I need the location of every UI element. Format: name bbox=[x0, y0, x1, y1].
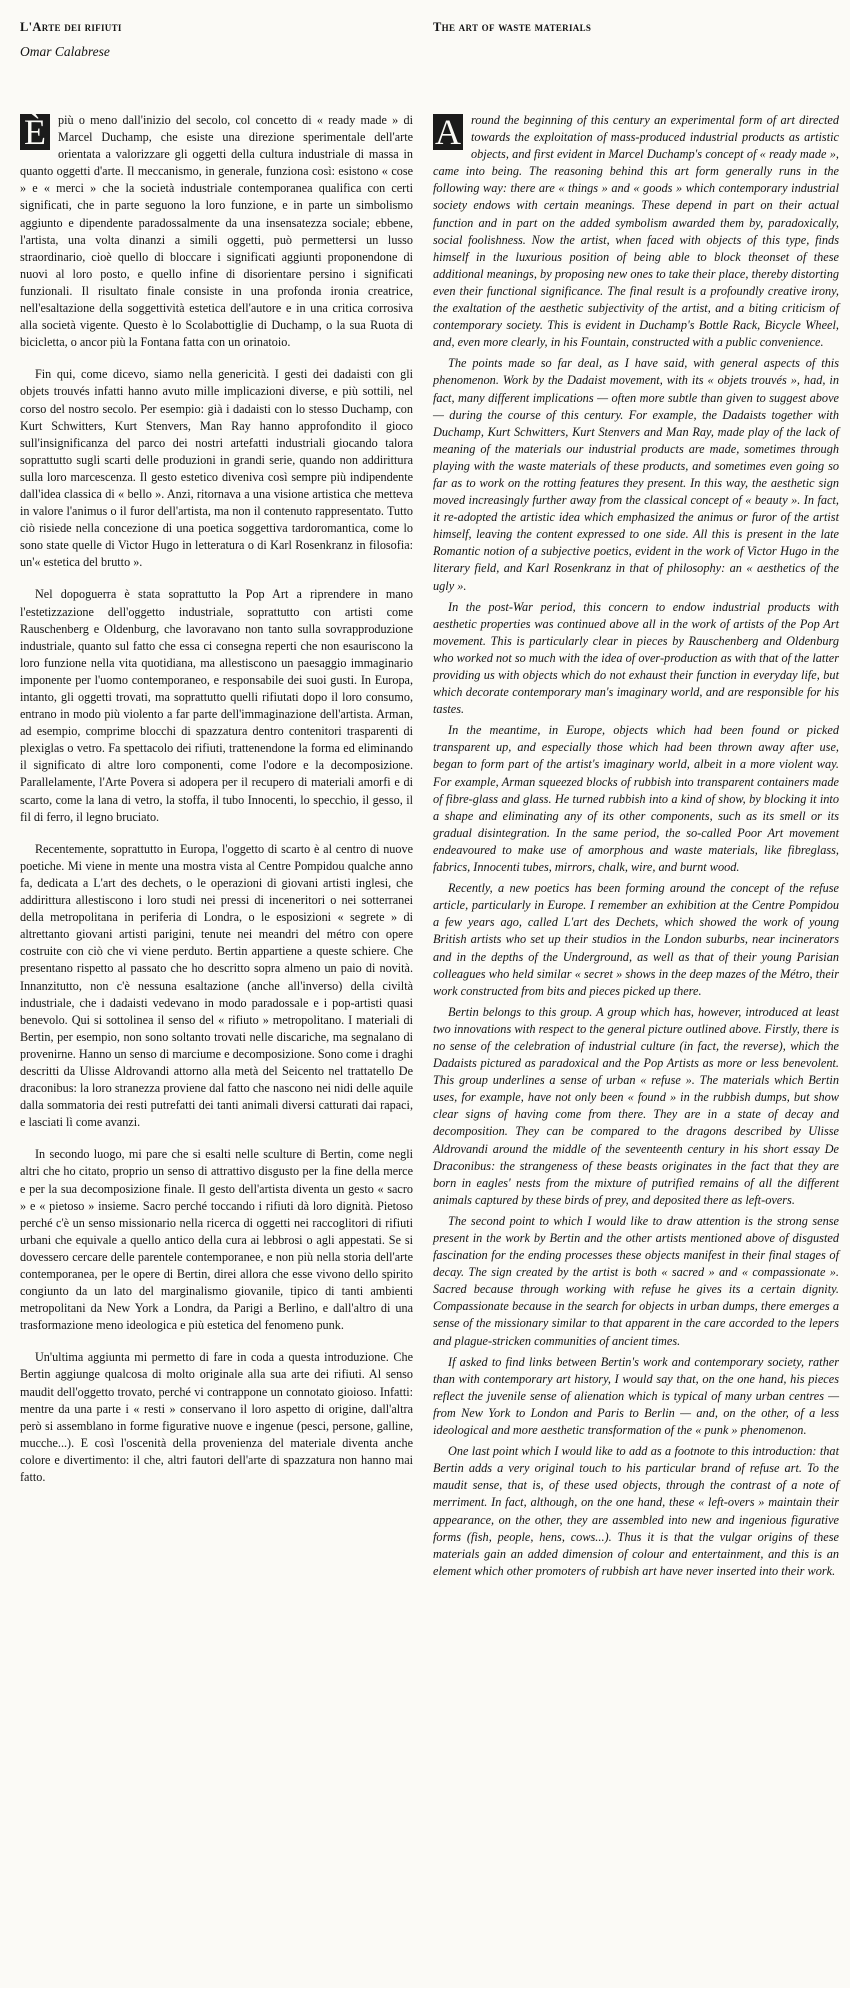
paragraph bbox=[20, 112, 413, 351]
paragraph: In the meantime, in Europe, objects which had been found or picked transparent up, and especially those which had been thrown away after use, began to form part of the artist's imaginary world, albeit in a more violent way. For example, Arman squeezed blocks of rubbish into transparent containers made of fibre-glass and glass. He turned rubbish into a kind of show, by blocking it into a shape and eliminating any of its other components, such as its smell or its gradual disintegration. In the same period, the so-called Poor Art movement endeavoured to make use of amorphous and waste materials, like fibreglass, fabrics, Innocenti tubes, mirrors, chalk, wire, and burnt wood. bbox=[433, 723, 839, 875]
running-head-italian: L'Arte dei rifiuti bbox=[20, 20, 122, 34]
running-head-english: The art of waste materials bbox=[433, 20, 592, 34]
drop-cap: È bbox=[20, 114, 50, 150]
paragraph: The second point to which I would like to draw attention is the strong sense present in the work by Bertin and the other artists mentioned above of disgusted fascination for the ending processes these objects manifest in their final stages of decay. The sign created by the artist is both « sacred » and « compassionate ». Sacred because through working with refuse he gives its a certain dignity. Compassionate because in the search for objects in urban dumps, there emerges a sense of the missionary similar to that apparent in the care accorded to the lepers and plague-stricken communities of ancient times. bbox=[433, 1213, 839, 1348]
paragraph: In the post-War period, this concern to endow industrial products with aesthetic properties was continued above all in the work of artists of the Pop Art movement. This is particularly clear in pieces by Rauschenberg and Oldenburg who worked not so much with the idea of over-production as with that of the latter providing us with objects which do not exhaust their function in everyday life, but which decorate contemporary man's imaginary world, and are responsible for his tastes. bbox=[433, 599, 839, 717]
paragraph: Recently, a new poetics has been forming around the concept of the refuse article, particularly in Europe. I remember an exhibition at the Centre Pompidou a few years ago, called L'art des Dechets, which showed the work of young British artists who set up their studios in the London suburbs, near incinerators and in the depths of the Underground, as well as that of their young Parisian colleagues who held similar « secret » shows in the deep mazes of the Métro, their work constructed from bits and pieces picked up there. bbox=[433, 881, 839, 998]
paragraph: In secondo luogo, mi pare che si esalti nelle sculture di Bertin, come negli altri che ho citato, proprio un senso di attrattivo disgusto per la fine della merce e per la sua decomposizione finale. Il gesto dell'artista diventa un gesto « sacro » e « pietoso » insieme. Sacro perché toccando i rifiuti dà loro dignità. Pietoso perché c'è un senso missionario nella ricerca di oggetti nei raccoglitori di rifiuti urbani che equivale a quello antico della cura ai lebbrosi o agli appestati. Se si dovessero cercare delle parentele contemporanee, e non più nella storia dell'arte contemporanea, per le opere di Bertin, direi allora che esse vivono dello spirito congiunto da un lato del marginalismo giovanile, tipico di tanti ambienti metropolitani da New York a Londra, da Parigi a Berlino, e dall'altro di una trasformazione meno ideologica e più estetica del fenomeno punk. bbox=[20, 1147, 413, 1333]
paragraph-text: round the beginning of this century an experimental form of art directed towards the exploitation of mass-produced industrial products as artistic objects, and first evident in Marcel Duchamp's concept of « ready made », came into being. The reasoning behind this art form generally runs in the following way: there are « things » and « goods » which contemporary industrial society endows with certain meanings. These depend in part on their actual function and in part on the added symbolism awarded them by, paradoxically, social foolishness. Now the artist, when faced with objects of this type, finds himself in the luxurious position of being able to block theonset of these additional meanings, by proposing new ones to take their place, thereby distorting even their functional significance. The final result is a profoundly creative irony, the exaltation of the aesthetic subjectivity of the artist, and a biting criticism of contemporary society. This is evident in Duchamp's Bottle Rack, Bicycle Wheel, and, even more clearly, in his Fountain, constructed with a public convenience. bbox=[433, 113, 839, 350]
page-bottom-margin bbox=[0, 1988, 850, 2000]
drop-cap: A bbox=[435, 112, 461, 152]
paragraph: Fin qui, come dicevo, siamo nella genericità. I gesti dei dadaisti con gli objets trouvés infatti hanno avuto mille implicazioni diverse, e più sottili, nel corso del nostro secolo. Per esempio: già i dadaisti con lo stesso Duchamp, con Kurt Schwitters, Kurt Stenvers, Man Ray hanno approfondito il gioco sull'insignificanza del parco dei nostri artefatti industriali giocando talora soprattutto sugli scarti delle produzioni in grandi serie, quando non addirittura sulla loro marcescenza. Il gesto estetico diveniva così sempre più indipendente dall'idea classica di « bello ». Anzi, ritornava a una visione artistica che metteva in valore l'animus o il furor dell'artista, ma non il contenuto rappresentato. Tutto ciò risiede nella concezione di una poetica soggettiva tardoromantica, come lo sono state quelle di Victor Hugo in letteratura o di Karl Rosenkranz in filosofia: un'« estetica del brutto ». bbox=[20, 367, 413, 570]
paragraph: One last point which I would like to add as a footnote to this introduction: that Bertin adds a very original touch to his particular brand of refuse art. To the maudit sense, that is, of these used objects, through the contrast of a note of merriment. In fact, although, on the one hand, these « left-overs » maintain their appearance, on the other, they are assembled into new and ingenious figurative forms (fish, people, hens, cows...). Thus it is that the vulgar origins of these materials gain an added dimension of colour and entertainment, and this is an element which other promoters of rubbish art have never inserted into their work. bbox=[433, 1444, 839, 1578]
author-name: Omar Calabrese bbox=[20, 44, 110, 59]
paragraph: Nel dopoguerra è stata soprattutto la Pop Art a riprendere in mano l'estetizzazione dell'oggetto industriale, soprattutto con artisti come Rauschenberg e Oldenburg, che lavoravano non tanto sulla sovrapproduzione industriale, quanto sul fatto che essa ci consegna reperti che non esauriscono la loro funzione nella vita quotidiana, ma allestiscono un paesaggio immaginario imponente per l'uomo contemporaneo, e responsabile dei suoi gusti. In Europa, intanto, gli oggetti trovati, ma soprattutto quelli rifiutati dopo il loro consumo, entrano in modo più violento a far parte dell'immaginazione dell'artista. Arman, ad esempio, comprime blocchi di spazzatura dentro contenitori trasparenti di plexiglas o vetro. Fa spettacolo dei rifiuti, trattenendone la forma ed eliminando il significato di altre loro componenti, come l'odore e la decomposizione. Parallelamente, l'Arte Povera si adopera per il recupero di materiali amorfi e di scarto, come la lana di vetro, la stoffa, il tubo Innocenti, lo specchio, il gesso, il fil di ferro, il legno bruciato. bbox=[20, 587, 413, 824]
paragraph: Un'ultima aggiunta mi permetto di fare in coda a questa introduzione. Che Bertin aggiunge qualcosa di molto originale alla sua arte dei rifiuti. Al senso maudit dell'oggetto trovato, perché vi contrappone un connotato gioioso. Infatti: mentre da una parte i « resti » conservano il loro aspetto di origine, dall'altra però si assemblano in forme figurative nuove e ingenue (pesci, persone, galline, mucche...). E così l'oscenità della provenienza del materiale diventa anche colore e divertimento: il che, altri fautori dell'arte di spazzatura non hanno mai fatto. bbox=[20, 1350, 413, 1485]
paragraph: The points made so far deal, as I have said, with general aspects of this phenomenon. Work by the Dadaist movement, with its « objets trouvés », had, in fact, many different implications — often more subtle than given to suggest above — during the course of this century. For example, the Dadaists together with Duchamp, Kurt Schwitters, Kurt Stenvers and Man Ray, made play of the lack of meaning of the materials our industrial products are made, sometimes through playing with the waste materials of these products, and sometimes even going so far as to work on the rotting features they present. In this way, the aesthetic sign moved increasingly further away from the classical concept of « beauty ». In fact, it re-adopted the artistic idea which emphasized the animus or furor of the artist himself, leaving the content expressed to one side. All this is present in the late Romantic notion of a subjective poetics, evident in the work of Victor Hugo in the literary field, and Karl Rosenkranz in that of philosophy: an « aesthetics of the ugly ». bbox=[433, 356, 839, 593]
paragraph bbox=[433, 112, 839, 351]
paragraph: If asked to find links between Bertin's work and contemporary society, rather than with contemporary art history, I would say that, on the one hand, his pieces reflect the juvenile sense of alienation which is typical of many urban centres — from New York to London and Paris to Berlin — and, on the other, of a less ideological and more aesthetic transformation of the « punk » phenomenon. bbox=[433, 1354, 839, 1438]
paragraph-text: più o meno dall'inizio del secolo, col concetto di « ready made » di Marcel Duchamp, che esiste una direzione sperimentale dell'arte orientata a valorizzare gli oggetti della cultura industriale di massa in quanto oggetti d'arte. Il meccanismo, in generale, funziona così: esistono « cose » e « merci » che la società industriale contemporanea qualifica con certi significati, che in parte seguono la loro funzione, e in parte un simbolismo aggiunto e dipendente paradossalmente da una insensatezza sociale; ebbene, l'artista, una volta dinanzi a simili oggetti, può permettersi un lusso straordinario, cioè quello di bloccare i significati aggiunti proponendone di nuovi al loro posto, e quello infine di disorientare persino i significati funzionali. Il risultato finale consiste in una profonda ironia creatrice, nell'esaltazione della soggettività estetica dell'autore e in una critica corrosiva alla società vigente. Questo è lo Scolabottiglie di Duchamp, o la sua Ruota di bicicletta, o ancor più la Fontana fatta con un orinatoio. bbox=[20, 113, 413, 350]
english-text bbox=[433, 112, 839, 1584]
italian-text bbox=[20, 112, 413, 1501]
paragraph: Recentemente, soprattutto in Europa, l'oggetto di scarto è al centro di nuove poetiche. Mi viene in mente una mostra vista al Centre Pompidou qualche anno fa, dedicata a L'art des dechets, o le operazioni di giovani artisti inglesi, che addirittura allestiscono i loro studi nei pressi di inceneritori o nei sotterranei della metropolitana in periferia di Londra, o le esposizioni « segrete » di altrettanto giovani artisti parigini, tenute nei meandri del métro con opere costruite con ciò che vi viene perduto. Bertin appartiene a queste schiere. Che presentano rispetto al passato che ho descritto sopra almeno un paio di novità. Innanzitutto, non c'è nessuna esaltazione (anche all'inverso) della civiltà industriale, che i dadaisti vedevano in modo paradossale e i pop-artisti quasi benevolo. Qui si sottolinea il senso del « rifiuto » metropolitano. I materiali di Bertin, per esempio, non sono soltanto trovati nelle discariche, ma segnalano di provenirne. Hanno un senso di marciume e decomposizione. Sono come i draghi descritti da Ulisse Aldrovandi attorno alla metà del Seicento nel trattatello De draconibus: la loro stranezza proviene dal fatto che nascono nei nidi delle aquile dalla sommatoria dei resti putrefatti dei tanti animali diversi catturati dai rapaci, e lasciati lì come avanzi. bbox=[20, 841, 413, 1130]
paragraph: Bertin belongs to this group. A group which has, however, introduced at least two innovations with respect to the general picture outlined above. Firstly, there is no sense of the celebration of industrial culture (in fact, the reverse), which the Dadaists pictured as paradoxical and the Pop Artists as more or less benevolent. This group underlines a sense of urban « refuse ». The materials which Bertin uses, for example, have not only been « found » in the rubbish dumps, but show clear signs of having come from there. They are in a state of decay and decomposition. They can be compared to the dragons described by Ulisse Aldrovandi around the middle of the seventeenth century in his short essay De Draconibus: the strangeness of these beasts originates in the fact that they are born in eagles' nests from the mixture of putrified remains of all the different animals captured by these birds of prey, and deposited there as left-overs. bbox=[433, 1004, 839, 1207]
